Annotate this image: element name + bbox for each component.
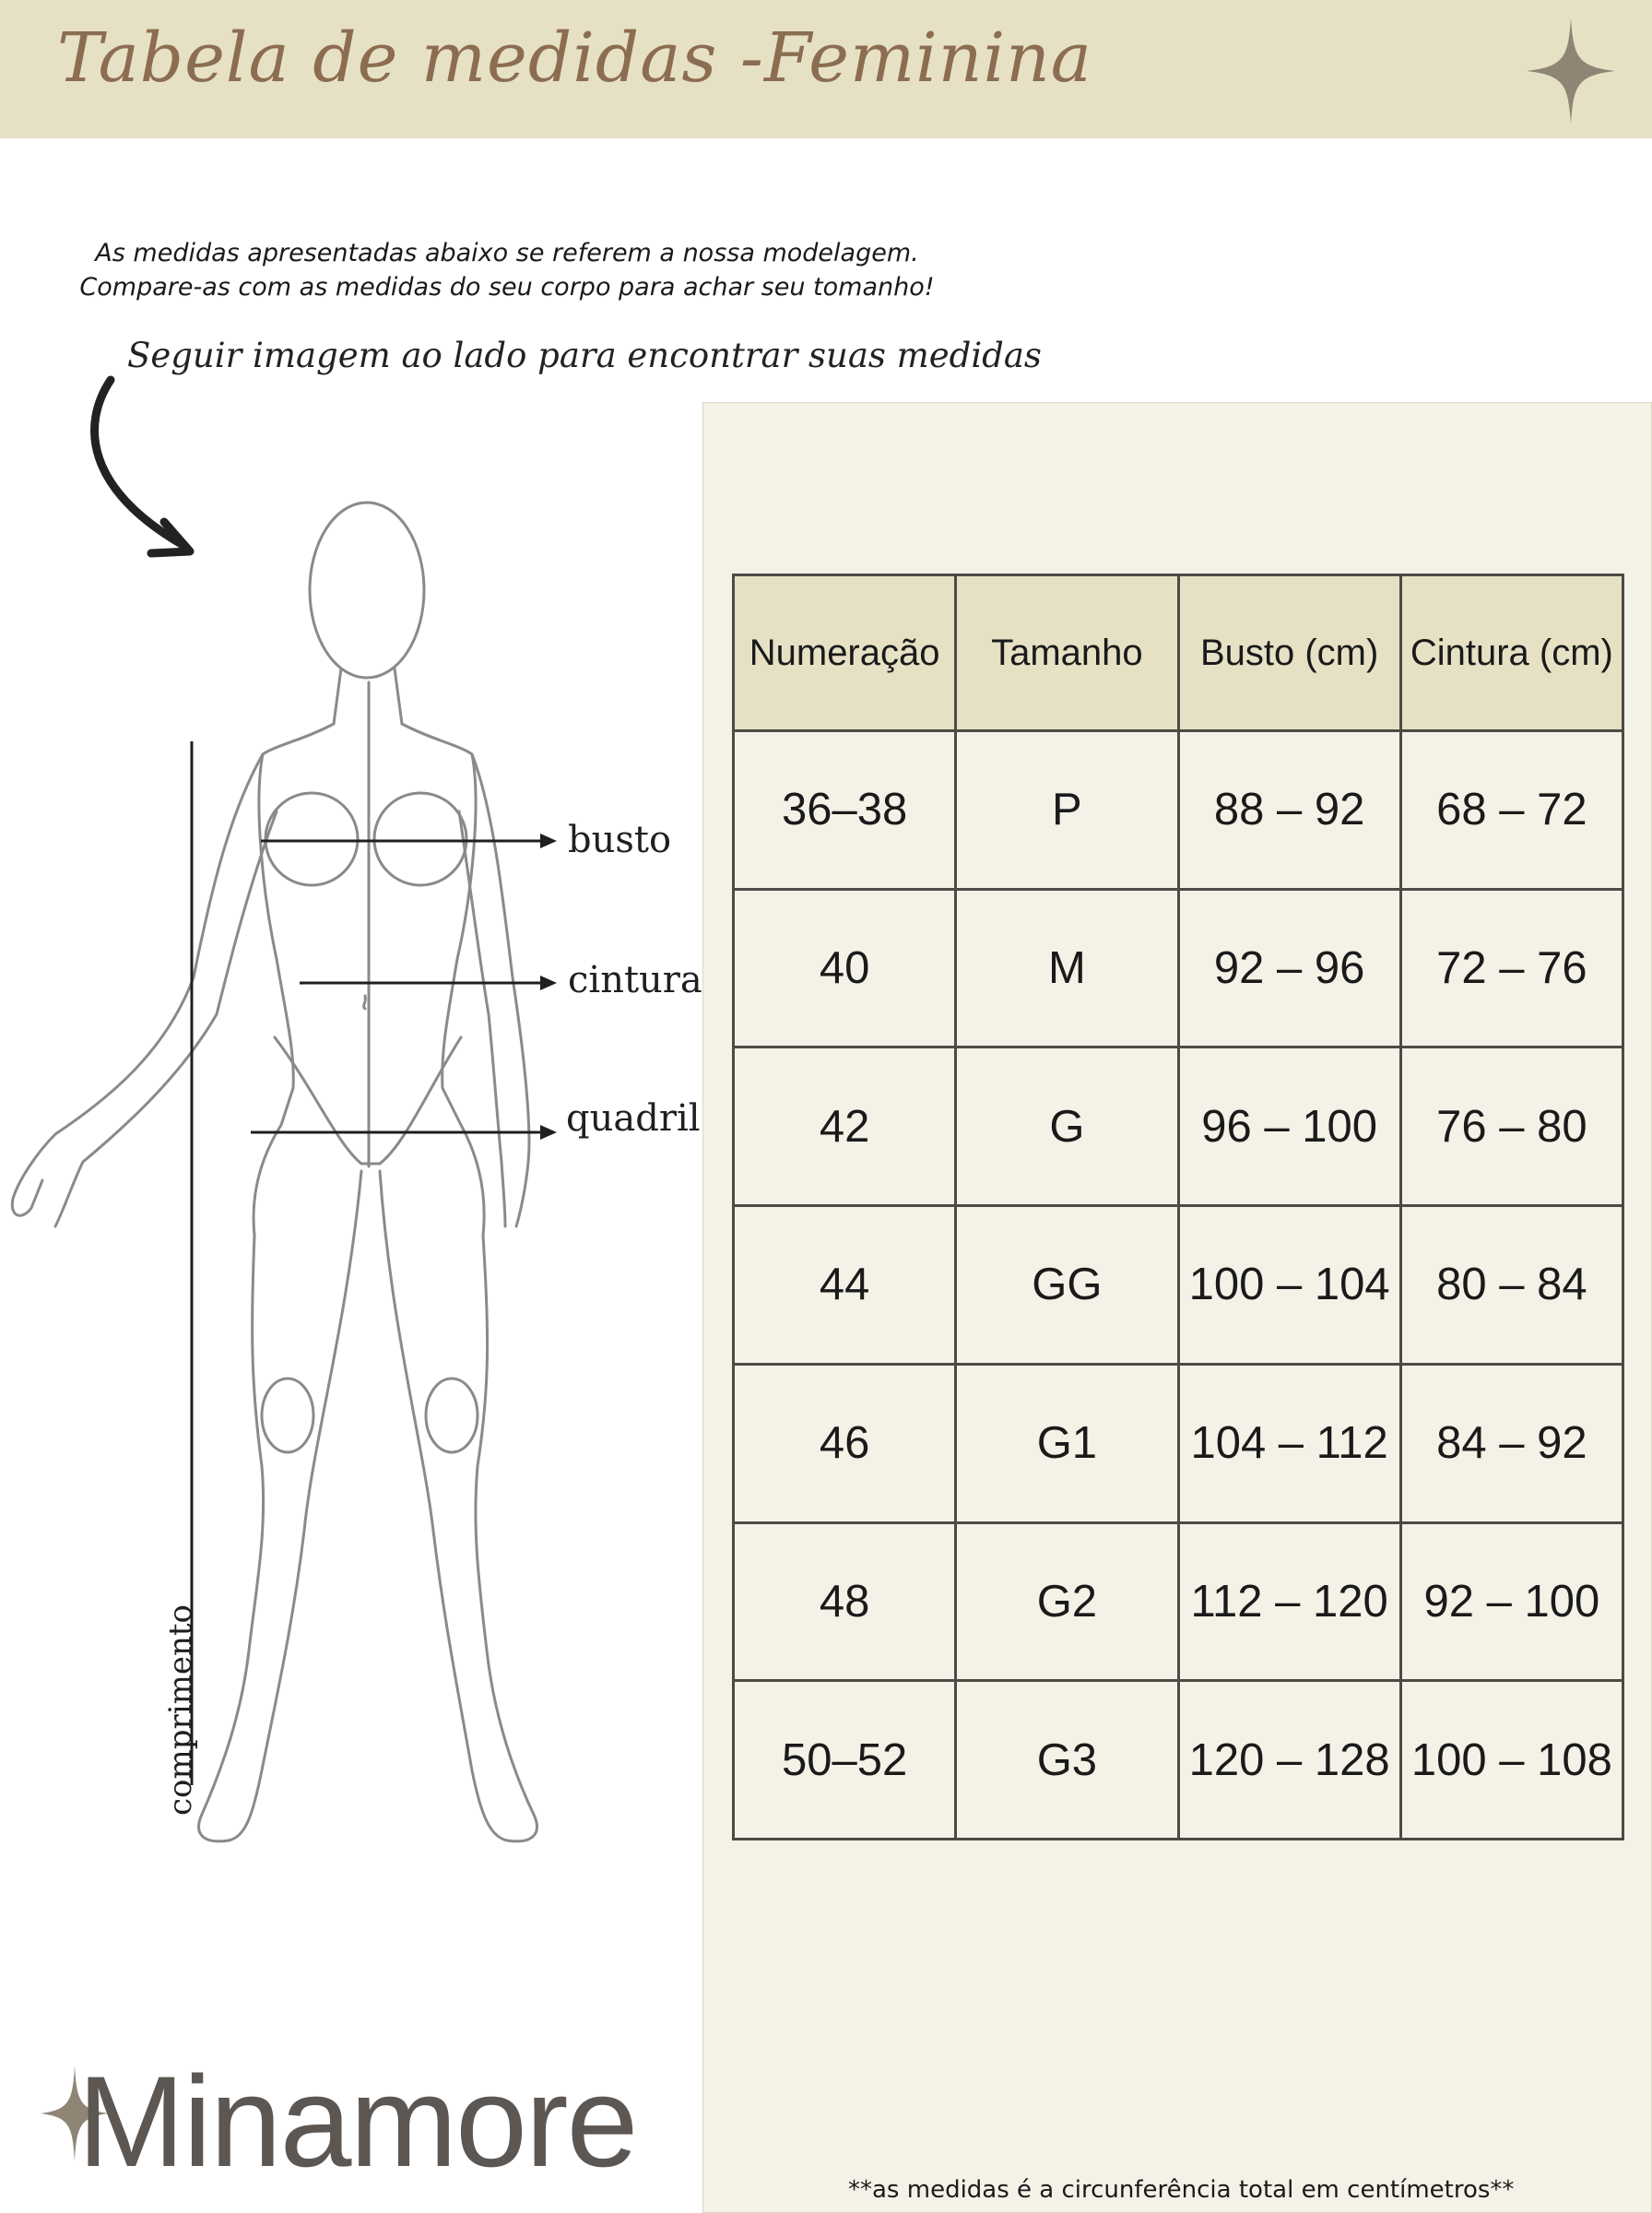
intro-line-1: As medidas apresentadas abaixo se referem a nossa modelagem. bbox=[95, 239, 919, 267]
table-cell: 40 bbox=[734, 889, 956, 1047]
table-cell: 44 bbox=[734, 1206, 956, 1365]
table-row bbox=[734, 1206, 1623, 1365]
table-cell: 92 – 96 bbox=[1178, 889, 1400, 1047]
page-title: Tabela de medidas -Feminina bbox=[57, 18, 1092, 98]
table-row bbox=[734, 731, 1623, 890]
table-cell: 48 bbox=[734, 1522, 956, 1681]
body-figure-illustration bbox=[0, 498, 701, 1918]
sparkle-icon bbox=[1527, 17, 1615, 125]
table-cell: 100 – 108 bbox=[1400, 1681, 1622, 1840]
table-cell: 96 – 100 bbox=[1178, 1047, 1400, 1206]
column-header: Busto (cm) bbox=[1178, 575, 1400, 731]
table-cell: 80 – 84 bbox=[1400, 1206, 1622, 1365]
header-banner bbox=[0, 0, 1652, 138]
table-cell: 50–52 bbox=[734, 1681, 956, 1840]
brand-logo: Minamore bbox=[77, 2049, 637, 2194]
table-cell: M bbox=[956, 889, 1178, 1047]
table-cell: 42 bbox=[734, 1047, 956, 1206]
table-row bbox=[734, 1681, 1623, 1840]
table-cell: 92 – 100 bbox=[1400, 1522, 1622, 1681]
column-header: Tamanho bbox=[956, 575, 1178, 731]
table-header-row bbox=[734, 575, 1623, 731]
table-cell: GG bbox=[956, 1206, 1178, 1365]
table-cell: 112 – 120 bbox=[1178, 1522, 1400, 1681]
table-cell: G2 bbox=[956, 1522, 1178, 1681]
label-quadril: quadril bbox=[566, 1097, 701, 1140]
table-cell: 46 bbox=[734, 1364, 956, 1522]
table-cell: 120 – 128 bbox=[1178, 1681, 1400, 1840]
column-header: Numeração bbox=[734, 575, 956, 731]
size-table bbox=[732, 574, 1624, 1840]
table-cell: 84 – 92 bbox=[1400, 1364, 1622, 1522]
figure-hint: Seguir imagem ao lado para encontrar suas medidas bbox=[127, 336, 1042, 375]
table-cell: G bbox=[956, 1047, 1178, 1206]
table-cell: 72 – 76 bbox=[1400, 889, 1622, 1047]
table-cell: 88 – 92 bbox=[1178, 731, 1400, 890]
table-row bbox=[734, 1522, 1623, 1681]
label-busto: busto bbox=[568, 819, 672, 861]
table-cell: 100 – 104 bbox=[1178, 1206, 1400, 1365]
table-row bbox=[734, 889, 1623, 1047]
intro-line-2: Compare-as com as medidas do seu corpo para achar seu tomanho! bbox=[79, 273, 935, 302]
table-cell: 104 – 112 bbox=[1178, 1364, 1400, 1522]
table-cell: 68 – 72 bbox=[1400, 731, 1622, 890]
table-cell: 76 – 80 bbox=[1400, 1047, 1622, 1206]
table-row bbox=[734, 1364, 1623, 1522]
intro-text bbox=[37, 236, 977, 304]
footnote: **as medidas é a circunferência total em centímetros** bbox=[848, 2176, 1515, 2204]
table-cell: G3 bbox=[956, 1681, 1178, 1840]
table-cell: P bbox=[956, 731, 1178, 890]
label-cintura: cintura bbox=[568, 959, 702, 1001]
column-header: Cintura (cm) bbox=[1400, 575, 1622, 731]
label-comprimento: comprimento bbox=[162, 1604, 199, 1817]
table-row bbox=[734, 1047, 1623, 1206]
table-cell: 36–38 bbox=[734, 731, 956, 890]
table-cell: G1 bbox=[956, 1364, 1178, 1522]
